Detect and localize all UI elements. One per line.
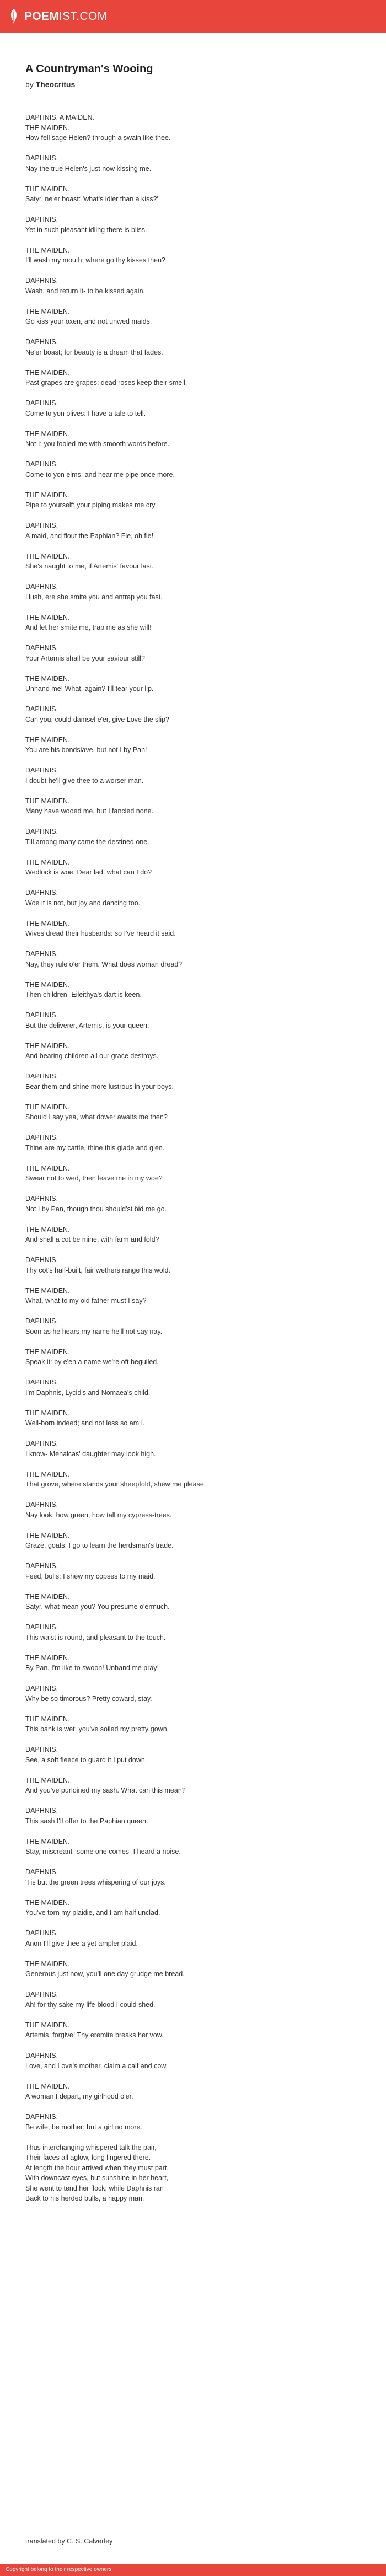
poem-line: THE MAIDEN.: [25, 1592, 70, 1601]
stanza: [25, 398, 362, 418]
poem-line: THE MAIDEN.: [25, 368, 70, 377]
poem-line: DAPHNIS.: [25, 1134, 58, 1141]
poem-line: I doubt he'll give thee to a worser man.: [25, 776, 144, 785]
stanza: [25, 1163, 362, 1184]
stanza: [25, 1683, 362, 1704]
stanza: [25, 2112, 362, 2132]
stanza: [25, 1714, 362, 1735]
poem-line: And shall a cot be mine, with farm and fold?: [25, 1236, 159, 1243]
stanza: [25, 1439, 362, 1459]
stanza: [25, 1316, 362, 1337]
poem-line: Then children- Eileithya's dart is keen.: [25, 991, 142, 999]
stanza: [25, 1989, 362, 2010]
poem-line: 'Tis but the green trees whispering of our joys.: [25, 1878, 166, 1886]
stanza: [25, 1837, 362, 1857]
stanza: [25, 1959, 362, 1979]
poem-line: DAPHNIS.: [25, 1929, 58, 1937]
poem-line: See, a soft fleece to guard it I put down.: [25, 1756, 147, 1764]
site-logo-text: [24, 10, 107, 23]
poem-line: DAPHNIS.: [25, 1746, 58, 1753]
stanza: [25, 1377, 362, 1398]
stanza: [25, 551, 362, 572]
stanza: [25, 2051, 362, 2071]
poem-line: Not I by Pan, though thou should'st bid me go.: [25, 1205, 167, 1213]
stanza: [25, 1286, 362, 1306]
stanza: [25, 153, 362, 174]
stanza: [25, 307, 362, 327]
stanza: [25, 1071, 362, 1092]
poem-line: DAPHNIS.: [25, 1440, 58, 1447]
poem-line: THE MAIDEN.: [25, 613, 70, 621]
site-logo[interactable]: [8, 8, 107, 25]
stanza: [25, 2143, 362, 2204]
poem-line: Anon I'll give thee a yet ampler plaid.: [25, 1939, 138, 1947]
stanza: [25, 1041, 362, 1061]
stanza: [25, 1010, 362, 1031]
poem-line: This bank is wet: you've soiled my pretty gown.: [25, 1725, 169, 1733]
poem-line: THE MAIDEN.: [25, 736, 70, 744]
stanza: [25, 582, 362, 602]
poem-line: She went to tend her flock; while Daphnis ran: [25, 2184, 164, 2192]
poem-line: Till among many came the destined one.: [25, 838, 149, 846]
poem-line: She's naught to me, if Artemis' favour last.: [25, 562, 154, 570]
poem-line: THE MAIDEN.: [25, 552, 70, 560]
poem-line: THE MAIDEN.: [25, 2082, 70, 2090]
poem-line: DAPHNIS.: [25, 644, 58, 652]
stanza: [25, 1347, 362, 1367]
poem-line: DAPHNIS.: [25, 1868, 58, 1876]
poem-line: THE MAIDEN.: [25, 1715, 70, 1723]
poem-line: Well-born indeed; and not less so am I.: [25, 1419, 145, 1427]
translator-note: translated by C. S. Calverley: [25, 2537, 113, 2545]
poem-line: I know- Menalcas' daughter may look high.: [25, 1450, 156, 1458]
stanza: [25, 643, 362, 663]
poem-line: Come to yon olives: I have a tale to tell.: [25, 409, 146, 417]
poem-line: Nay the true Helen's just now kissing me.: [25, 164, 152, 173]
stanza: [25, 1745, 362, 1765]
poem-header: [25, 62, 362, 89]
poem-line: At length the hour arrived when they must part.: [25, 2164, 169, 2172]
poem-line: THE MAIDEN.: [25, 1225, 70, 1233]
poem-line: THE MAIDEN.: [25, 674, 70, 683]
poem-line: DAPHNIS.: [25, 154, 58, 162]
poem-line: THE MAIDEN.: [25, 1470, 70, 1478]
poem-line: DAPHNIS.: [25, 1072, 58, 1080]
poem-line: Nay, they rule o'er them. What does woman dread?: [25, 960, 183, 968]
poem-line: DAPHNIS.: [25, 2113, 58, 2121]
poem-line: I'm Daphnis, Lycid's and Nomaea's child.: [25, 1388, 151, 1397]
poem-line: THE MAIDEN.: [25, 307, 70, 315]
byline: [25, 79, 362, 89]
poem-line: Back to his herded bulls, a happy man.: [25, 2194, 144, 2202]
poem-line: DAPHNIS.: [25, 705, 58, 713]
stanza: [25, 857, 362, 878]
stanza: [25, 1622, 362, 1643]
stanza: [25, 520, 362, 541]
poem-line: DAPHNIS, A MAIDEN.: [25, 114, 95, 121]
poem-line: Hush, ere she smite you and entrap you fast.: [25, 593, 163, 601]
poem-line: THE MAIDEN.: [25, 491, 70, 499]
poem-line: Go kiss your oxen, and not unwed maids.: [25, 318, 152, 325]
poem-line: Generous just now, you'll one day grudge me bread.: [25, 1970, 185, 1978]
poem-line: DAPHNIS.: [25, 522, 58, 529]
poem-line: DAPHNIS.: [25, 1501, 58, 1509]
poem-line: DAPHNIS.: [25, 583, 58, 591]
stanza: [25, 2020, 362, 2041]
poem-line: DAPHNIS.: [25, 1256, 58, 1264]
poem-line: You've torn my plaidie, and I am half unclad.: [25, 1909, 160, 1917]
poem-line: Swear not to wed, then leave me in my woe?: [25, 1174, 163, 1182]
poem-line: With downcast eyes, but sunshine in her heart,: [25, 2174, 169, 2182]
poem-line: THE MAIDEN.: [25, 980, 70, 989]
stanza: [25, 276, 362, 296]
poem-line: DAPHNIS.: [25, 1378, 58, 1386]
poem-line: Satyr, what mean you? You presume o'ermuch.: [25, 1603, 170, 1611]
poem-line: THE MAIDEN.: [25, 185, 70, 193]
poem-line: DAPHNIS.: [25, 277, 58, 285]
logo-suffix: IST.COM: [59, 9, 108, 23]
poem-line: THE MAIDEN.: [25, 1409, 70, 1417]
stanza: [25, 613, 362, 633]
poem-line: Nay look, how green, how tall my cypress-trees.: [25, 1511, 172, 1519]
poem-line: What, what to my old father must I say?: [25, 1297, 147, 1305]
stanza: [25, 1194, 362, 1214]
poem-line: THE MAIDEN.: [25, 1348, 70, 1356]
stanza: [25, 1255, 362, 1275]
poem-line: THE MAIDEN.: [25, 1960, 70, 1968]
poem-line: Love, and Love's mother, claim a calf and cow.: [25, 2062, 168, 2070]
stanza: [25, 429, 362, 449]
stanza: [25, 490, 362, 511]
stanza: [25, 1500, 362, 1520]
poem-line: Speak it: by e'en a name we're oft beguiled.: [25, 1358, 159, 1366]
poem-line: THE MAIDEN.: [25, 858, 70, 866]
poem-line: Wives dread their husbands: so I've heard it said.: [25, 930, 176, 937]
poem-line: THE MAIDEN.: [25, 1776, 70, 1784]
footer-bar: [0, 2564, 386, 2576]
stanza: [25, 888, 362, 908]
stanza: [25, 1133, 362, 1153]
poem-line: Woe it is not, but joy and dancing too.: [25, 899, 141, 907]
author-name[interactable]: Theocritus: [35, 80, 76, 89]
poem-line: DAPHNIS.: [25, 1011, 58, 1019]
poem-line: Wedlock is woe. Dear lad, what can I do?: [25, 868, 152, 876]
poem-line: And you've purloined my sash. What can this mean?: [25, 1786, 186, 1794]
poem-line: DAPHNIS.: [25, 460, 58, 468]
poem-line: DAPHNIS.: [25, 1807, 58, 1815]
poem-line: Not I: you fooled me with smooth words before.: [25, 440, 170, 448]
stanza: [25, 1775, 362, 1796]
poem-line: DAPHNIS.: [25, 2052, 58, 2059]
poem-line: DAPHNIS.: [25, 1195, 58, 1203]
poem-line: Feed, bulls: I shew my copses to my maid.: [25, 1572, 156, 1580]
poem-line: DAPHNIS.: [25, 1623, 58, 1631]
poem-line: Ne'er boast; for beauty is a dream that fades.: [25, 348, 163, 356]
poem-line: You are his bondslave, but not I by Pan!: [25, 746, 147, 754]
stanza: [25, 704, 362, 724]
poem-line: THE MAIDEN.: [25, 430, 70, 438]
stanza: [25, 765, 362, 786]
stanza: [25, 1531, 362, 1551]
stanza: [25, 1867, 362, 1887]
stanza: [25, 112, 362, 143]
stanza: [25, 1653, 362, 1673]
poem-line: Can you, could damsel e'er, give Love the slip?: [25, 715, 169, 723]
stanza: [25, 674, 362, 694]
top-bar: [0, 0, 386, 33]
poem-line: And bearing children all our grace destroys.: [25, 1052, 159, 1060]
poem-line: DAPHNIS.: [25, 1684, 58, 1692]
poem-line: Bear them and shine more lustrous in your boys.: [25, 1082, 174, 1091]
poem-line: By Pan, I'm like to swoon! Unhand me pray!: [25, 1664, 159, 1672]
poem-line: Soon as he hears my name he'll not say nay.: [25, 1327, 163, 1335]
poem-line: But the deliverer, Artemis, is your queen.: [25, 1021, 149, 1029]
poem-line: Past grapes are grapes: dead roses keep their smell.: [25, 379, 187, 387]
poem-line: DAPHNIS.: [25, 1990, 58, 1998]
stanza: [25, 1928, 362, 1949]
poem-line: Should I say yea, what dower awaits me then?: [25, 1113, 168, 1121]
poem-line: Why be so timorous? Pretty coward, stay.: [25, 1694, 152, 1703]
poem-line: Pipe to yourself: your piping makes me cry.: [25, 501, 157, 509]
poem-line: Artemis, forgive! Thy eremite breaks her vow.: [25, 2031, 164, 2039]
poem-line: DAPHNIS.: [25, 1317, 58, 1325]
stanza: [25, 1592, 362, 1612]
poem-line: Satyr, ne'er boast: 'what's idler than a kiss?': [25, 195, 158, 203]
poem-line: Your Artemis shall be your saviour still?: [25, 654, 145, 662]
by-label: by: [25, 80, 34, 89]
stanza: [25, 980, 362, 1000]
poem-line: Thus interchanging whispered talk the pair,: [25, 2143, 157, 2151]
poem-line: THE MAIDEN.: [25, 1531, 70, 1539]
poem-line: Unhand me! What, again? I'll tear your lip.: [25, 685, 154, 693]
copyright-text: Copyright belong to their respective owners: [6, 2567, 112, 2573]
poem-line: I'll wash my mouth: where go thy kisses then?: [25, 256, 165, 264]
poem-line: Yet in such pleasant idling there is bliss.: [25, 226, 147, 234]
poem-line: THE MAIDEN.: [25, 1042, 70, 1050]
poem-line: This waist is round, and pleasant to the touch.: [25, 1633, 166, 1641]
stanza: [25, 1561, 362, 1581]
poem-line: A woman I depart, my girlhood o'er.: [25, 2092, 133, 2100]
poem-line: THE MAIDEN.: [25, 1837, 70, 1845]
poem-line: DAPHNIS.: [25, 889, 58, 897]
stanza: [25, 184, 362, 205]
poem-line: How fell sage Helen? through a swain like thee.: [25, 134, 171, 142]
poem-line: Come to yon elms, and hear me pipe once more.: [25, 470, 175, 479]
poem-line: DAPHNIS.: [25, 1562, 58, 1570]
poem-body: [25, 112, 362, 2214]
logo-prefix: POEM: [24, 9, 60, 23]
stanza: [25, 1469, 362, 1490]
stanza: [25, 1102, 362, 1123]
poem-line: Thy cot's half-built, fair wethers range this wold.: [25, 1266, 170, 1274]
poem-line: THE MAIDEN.: [25, 1654, 70, 1662]
poem-line: And let her smite me, trap me as she will!: [25, 624, 152, 631]
poem-line: Stay, miscreant- some one comes- I heard a noise.: [25, 1848, 181, 1855]
poem-line: THE MAIDEN.: [25, 797, 70, 805]
poem-line: THE MAIDEN.: [25, 1286, 70, 1295]
feather-quill-icon: [8, 8, 20, 25]
poem-line: DAPHNIS.: [25, 950, 58, 958]
poem-line: DAPHNIS.: [25, 338, 58, 346]
poem-title: A Countryman's Wooing: [25, 63, 153, 75]
poem-line: THE MAIDEN.: [25, 124, 70, 132]
poem-line: DAPHNIS.: [25, 399, 58, 407]
stanza: [25, 1806, 362, 1826]
poem-line: Ah! for thy sake my life-blood I could shed.: [25, 2000, 156, 2009]
stanza: [25, 735, 362, 755]
poem-line: Graze, goats: I go to learn the herdsman's trade.: [25, 1542, 174, 1549]
poem-line: A maid, and flout the Paphian? Fie, oh fie!: [25, 532, 154, 540]
poem-line: This sash I'll offer to the Paphian queen.: [25, 1817, 148, 1825]
poem-line: THE MAIDEN.: [25, 919, 70, 927]
stanza: [25, 1408, 362, 1429]
poem-line: Their faces all aglow, long lingered there.: [25, 2154, 151, 2161]
stanza: [25, 949, 362, 969]
poem-line: THE MAIDEN.: [25, 1164, 70, 1172]
poem-line: Thine are my cattle, thine this glade and glen.: [25, 1144, 165, 1152]
stanza: [25, 796, 362, 817]
stanza: [25, 1225, 362, 1245]
stanza: [25, 337, 362, 357]
poem-line: THE MAIDEN.: [25, 1103, 70, 1111]
stanza: [25, 2081, 362, 2102]
poem-line: THE MAIDEN.: [25, 246, 70, 254]
stanza: [25, 919, 362, 939]
stanza: [25, 459, 362, 480]
poem-line: DAPHNIS.: [25, 828, 58, 835]
poem-line: Many have wooed me, but I fancied none.: [25, 807, 154, 815]
stanza: [25, 827, 362, 847]
stanza: [25, 368, 362, 388]
poem-line: DAPHNIS.: [25, 766, 58, 774]
stanza: [25, 1898, 362, 1918]
stanza: [25, 245, 362, 266]
poem-line: That grove, where stands your sheepfold, shew me please.: [25, 1480, 206, 1488]
stanza: [25, 214, 362, 235]
poem-line: THE MAIDEN.: [25, 1898, 70, 1907]
poem-line: THE MAIDEN.: [25, 2021, 70, 2029]
poem-line: Be wife, be mother; but a girl no more.: [25, 2123, 142, 2131]
poem-line: DAPHNIS.: [25, 216, 58, 223]
poem-line: Wash, and return it- to be kissed again.: [25, 287, 146, 295]
